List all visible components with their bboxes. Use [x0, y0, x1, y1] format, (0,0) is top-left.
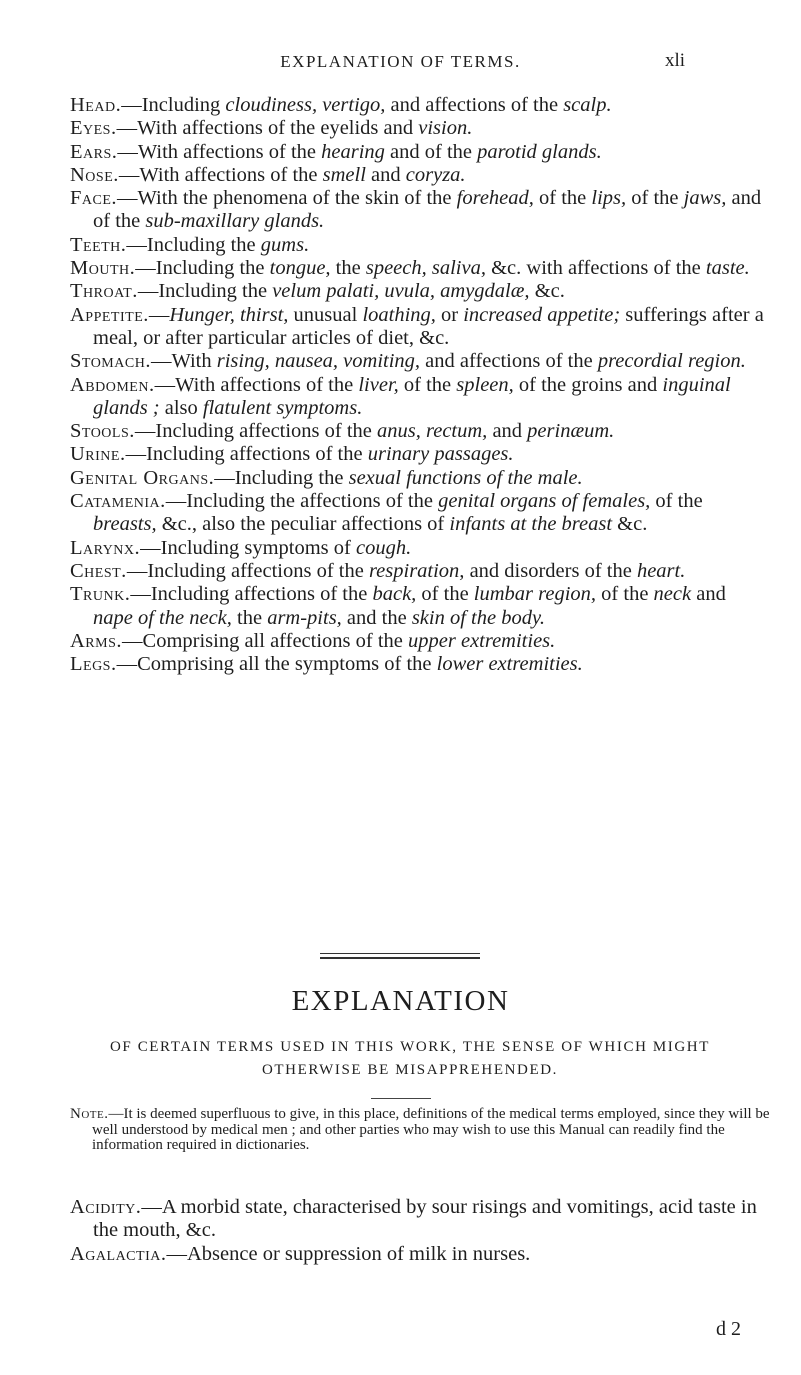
entry-text: &c.: [612, 513, 648, 536]
short-divider: [371, 1098, 431, 1099]
term-entry: [70, 257, 770, 280]
entry-text: and of the: [93, 187, 762, 233]
entry-italic-text: hearing: [321, 140, 385, 163]
entry-text: —With affections of the eyelids and: [116, 117, 419, 140]
term-entry: [70, 560, 770, 583]
entry-text: of the: [416, 583, 474, 606]
entry-italic-text: cloudiness, vertigo,: [225, 94, 386, 116]
entry-italic-text: Hunger, thirst,: [169, 303, 289, 326]
entry-text: —Including affections of the: [130, 583, 373, 606]
entry-term: Chest.: [70, 559, 127, 582]
divider-thin-line: [320, 953, 480, 954]
entry-italic-text: urinary passages.: [367, 443, 514, 466]
entry-text: —Including affections of the: [126, 559, 369, 582]
section-title: EXPLANATION: [291, 985, 510, 1017]
entry-italic-text: vision.: [418, 117, 473, 140]
entry-term: Catamenia.: [70, 490, 166, 513]
term-entry: [70, 537, 770, 560]
entry-text: and: [691, 583, 726, 606]
entry-term: Trunk.: [70, 583, 131, 606]
entry-text: of the: [533, 187, 592, 210]
entry-italic-text: precordial region.: [597, 350, 746, 373]
term-entries: [70, 94, 770, 676]
entry-italic-text: inguinal glands ;: [93, 373, 731, 419]
term-entry: [70, 304, 770, 351]
entry-italic-text: back,: [372, 583, 417, 606]
entry-italic-text: perinæum.: [527, 420, 615, 443]
entry-term: Head.: [70, 94, 122, 116]
term-entry: [70, 350, 770, 373]
term-entry: [70, 164, 770, 187]
entry-text: and the: [341, 606, 412, 629]
entry-text: &c. with affections of the: [485, 257, 706, 280]
definition-term: Acidity.: [70, 1196, 142, 1218]
entry-text: the: [231, 606, 268, 629]
term-entry: [70, 490, 770, 537]
entry-text: —Including the: [137, 280, 273, 303]
definition-term: Agalactia.: [70, 1242, 167, 1265]
term-entry: [70, 374, 770, 421]
entry-term: Nose.: [70, 163, 119, 186]
entry-text: also: [159, 396, 203, 419]
entry-italic-text: rising, nausea, vomiting,: [216, 350, 421, 373]
entry-text: —With: [150, 350, 217, 373]
entry-italic-text: scalp.: [563, 94, 612, 116]
entry-italic-text: tongue,: [269, 257, 331, 280]
signature-mark: d 2: [716, 1318, 741, 1340]
entry-text: —Comprising all affections of the: [122, 629, 409, 652]
section-divider: [320, 953, 480, 959]
term-entry: [70, 443, 770, 466]
running-head: [0, 52, 801, 72]
entry-text: and: [487, 420, 528, 443]
entry-text: and affections of the: [385, 94, 564, 116]
entry-italic-text: breasts,: [93, 513, 157, 536]
entry-italic-text: smell: [322, 163, 366, 186]
entry-italic-text: heart.: [636, 559, 686, 582]
definition-text: —A morbid state, characterised by sour risings and vomitings, acid taste in the mouth, &c.: [93, 1196, 757, 1242]
entry-text: —Including affections of the: [125, 443, 368, 466]
entry-text: and of the: [384, 140, 478, 163]
entry-italic-text: arm-pits,: [267, 606, 342, 629]
entry-text: unusual: [288, 303, 363, 326]
section-subtitle: OF CERTAIN TERMS USED IN THIS WORK, THE SENSE OF WHICH MIGHT OTHERWISE BE MISAPPREHENDED.: [109, 1039, 711, 1078]
divider-thick-line: [320, 957, 480, 959]
entry-italic-text: taste.: [705, 257, 750, 280]
entry-text: —Comprising all the symptoms of the: [116, 653, 437, 676]
entry-text: sufferings after a meal, or after particular articles of diet, &c.: [93, 303, 764, 349]
note-paragraph: [70, 1107, 792, 1154]
entry-italic-text: upper extremities.: [408, 629, 556, 652]
entry-term: Stomach.: [70, 350, 151, 373]
term-entry: [70, 117, 770, 140]
term-entry: [70, 653, 770, 676]
running-title: EXPLANATION OF TERMS.: [280, 52, 521, 71]
term-entry: [70, 420, 770, 443]
entry-italic-text: spleen,: [456, 373, 514, 396]
entry-italic-text: infants at the breast: [449, 513, 613, 536]
definitions-list: [70, 1196, 770, 1266]
entry-italic-text: lumbar region,: [473, 583, 597, 606]
entry-text: &c., also the peculiar affections of: [156, 513, 450, 536]
entry-term: Genital Organs.: [70, 466, 215, 489]
entry-italic-text: gums.: [260, 233, 310, 256]
page-number: xli: [664, 50, 685, 71]
entry-text: and disorders of the: [464, 559, 637, 582]
entry-term: Ears.: [70, 140, 118, 163]
entry-term: Legs.: [70, 653, 117, 676]
entry-italic-text: speech, saliva,: [365, 257, 486, 280]
entry-text: of the: [626, 187, 684, 210]
entry-text: —With affections of the: [118, 163, 323, 186]
entry-text: —Including the affections of the: [165, 490, 439, 513]
entry-italic-text: jaws,: [683, 187, 727, 210]
definition-entry: [70, 1243, 770, 1266]
entry-text: of the groins and: [513, 373, 663, 396]
term-entry: [70, 630, 770, 653]
entry-italic-text: loathing,: [362, 303, 436, 326]
entry-term: Appetite.: [70, 303, 149, 326]
entry-text: of the: [596, 583, 654, 606]
entry-text: or: [435, 303, 464, 326]
entry-italic-text: anus, rectum,: [377, 420, 488, 443]
entry-italic-text: nape of the neck,: [93, 606, 232, 629]
term-entry: [70, 583, 770, 630]
entry-term: Eyes.: [70, 117, 117, 140]
entry-text: —Including the: [135, 257, 270, 280]
entry-term: Throat.: [70, 280, 138, 303]
entry-italic-text: sexual functions of the male.: [348, 466, 583, 489]
entry-text: —Including the: [126, 233, 261, 256]
term-entry: [70, 234, 770, 257]
entry-term: Face.: [70, 187, 118, 210]
entry-italic-text: sub-maxillary glands.: [145, 210, 325, 233]
entry-italic-text: increased appetite;: [463, 303, 621, 326]
term-entry: [70, 467, 770, 490]
term-entry: [70, 280, 770, 303]
entry-italic-text: parotid glands.: [477, 140, 602, 163]
entry-text: &c.: [529, 280, 565, 303]
note-label: Note.: [70, 1106, 109, 1122]
entry-italic-text: flatulent symptoms.: [202, 396, 363, 419]
entry-text: —With affections of the: [154, 373, 359, 396]
entry-term: Arms.: [70, 629, 123, 652]
entry-italic-text: velum palati, uvula, amygdalæ,: [272, 280, 530, 303]
entry-text: the: [330, 257, 366, 280]
entry-italic-text: neck: [653, 583, 692, 606]
entry-italic-text: lips,: [591, 187, 627, 210]
entry-italic-text: liver,: [358, 373, 399, 396]
entry-italic-text: skin of the body.: [411, 606, 546, 629]
entry-term: Mouth.: [70, 257, 136, 280]
entry-term: Abdomen.: [70, 373, 155, 396]
entry-term: Urine.: [70, 443, 126, 466]
entry-italic-text: genital organs of females,: [438, 490, 651, 513]
entry-text: —: [148, 303, 170, 326]
entry-text: —With affections of the: [117, 140, 322, 163]
entry-term: Stools.: [70, 420, 135, 443]
entry-text: of the: [650, 490, 703, 513]
entry-text: and affections of the: [420, 350, 598, 373]
entry-italic-text: coryza.: [405, 163, 466, 186]
entry-text: —Including affections of the: [134, 420, 378, 443]
entry-italic-text: lower extremities.: [436, 653, 583, 676]
entry-text: —Including: [121, 94, 226, 116]
entry-text: —With the phenomena of the skin of the: [117, 187, 457, 210]
entry-text: —Including symptoms of: [140, 536, 356, 559]
entry-text: of the: [398, 373, 457, 396]
entry-italic-text: forehead,: [456, 187, 534, 210]
definition-text: —Absence or suppression of milk in nurses.: [166, 1242, 531, 1265]
term-entry: [70, 187, 770, 234]
entry-italic-text: respiration,: [368, 559, 465, 582]
entry-term: Larynx.: [70, 536, 141, 559]
entry-text: and: [365, 163, 406, 186]
entry-italic-text: cough.: [355, 536, 412, 559]
entry-term: Teeth.: [70, 233, 127, 256]
entry-text: —Including the: [214, 466, 349, 489]
note-text: —It is deemed superfluous to give, in this place, definitions of the medical terms employed, since they will be well understood by medical men ; and other parties who may wish to use this Manual can readily find the information required in dictionaries.: [92, 1106, 770, 1153]
term-entry: [70, 94, 770, 117]
term-entry: [70, 141, 770, 164]
definition-entry: [70, 1196, 770, 1243]
